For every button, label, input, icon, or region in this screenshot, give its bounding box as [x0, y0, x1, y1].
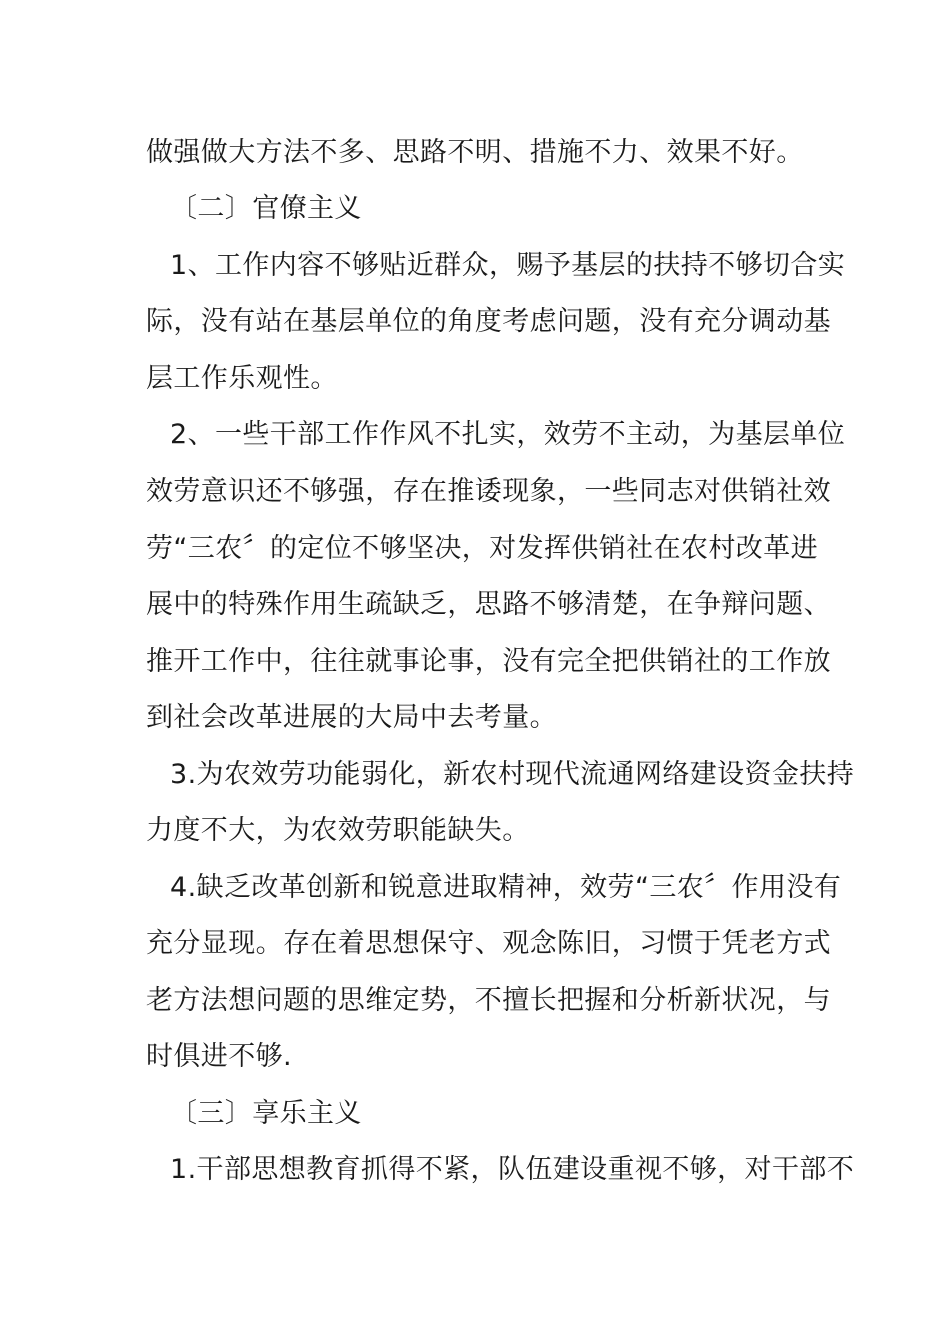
text-line: 3.为农效劳功能弱化，新农村现代流通网络建设资金扶持	[170, 759, 855, 790]
text-line: 1.干部思想教育抓得不紧，队伍建设重视不够，对干部不	[170, 1154, 855, 1185]
text-line: 层工作乐观性。	[146, 363, 338, 394]
text-line: 展中的特殊作用生疏缺乏，思路不够清楚，在争辩问题、	[146, 589, 831, 620]
text-line: 推开工作中，往往就事论事，没有完全把供销社的工作放	[146, 646, 831, 677]
text-line: 际，没有站在基层单位的角度考虑问题，没有充分调动基	[146, 306, 831, 337]
text-line: 1、工作内容不够贴近群众，赐予基层的扶持不够切合实	[170, 250, 846, 281]
text-line: 充分显现。存在着思想保守、观念陈旧，习惯于凭老方式	[146, 928, 831, 959]
text-line: 2、一些干部工作作风不扎实，效劳不主动，为基层单位	[170, 419, 846, 450]
section-heading: 〔三〕享乐主义	[170, 1098, 362, 1129]
text-line: 老方法想问题的思维定势，不擅长把握和分析新状况，与	[146, 985, 831, 1016]
text-line: 做强做大方法不多、思路不明、措施不力、效果不好。	[146, 137, 804, 168]
text-line: 4.缺乏改革创新和锐意进取精神，效劳“三农〞作用没有	[170, 872, 842, 903]
text-line: 力度不大，为农效劳职能缺失。	[146, 815, 530, 846]
text-line: 到社会改革进展的大局中去考量。	[146, 702, 557, 733]
text-line: 时俱进不够.	[146, 1041, 292, 1072]
text-line: 劳“三农〞的定位不够坚决，对发挥供销社在农村改革进	[146, 533, 818, 564]
text-line: 效劳意识还不够强，存在推诿现象，一些同志对供销社效	[146, 476, 831, 507]
section-heading: 〔二〕官僚主义	[170, 193, 362, 224]
